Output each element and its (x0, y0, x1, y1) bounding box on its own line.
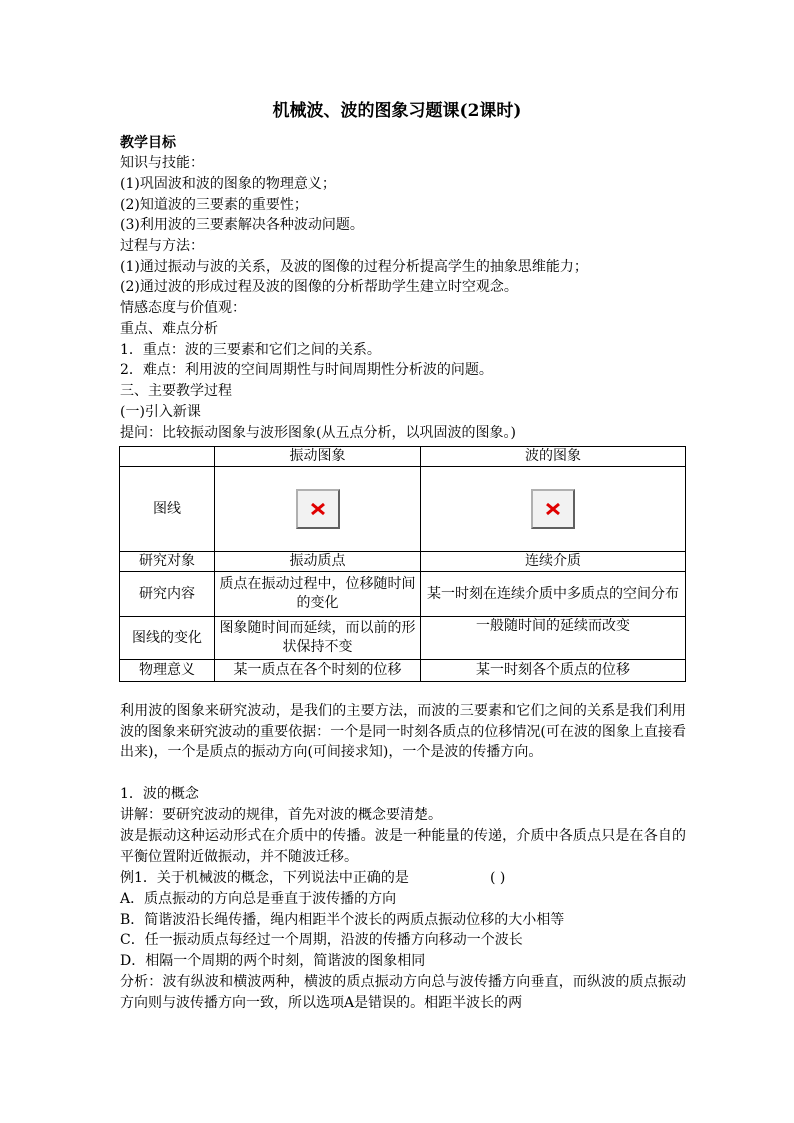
process-item: (1)通过振动与波的关系，及波的图像的过程分析提高学生的抽象思维能力； (120, 259, 588, 275)
option-c: C．任一振动质点每经过一个周期，沿波的传播方向移动一个波长 (120, 932, 523, 948)
table-cell: 某一时刻在连续介质中多质点的空间分布 (421, 572, 686, 617)
table-row (120, 660, 686, 682)
knowledge-heading: 知识与技能： (120, 155, 204, 171)
option-b: B．简谐波沿长绳传播，绳内相距半个波长的两质点振动位移的大小相等 (120, 912, 565, 928)
table-cell: 连续介质 (421, 552, 686, 572)
knowledge-item: (1)巩固波和波的图象的物理意义； (120, 176, 336, 192)
table-cell: 物理意义 (120, 660, 215, 682)
analysis-text: 分析：波有纵波和横波两种，横波的质点振动方向总与波传播方向垂直，而纵波的质点振动方向则与波传播方向一致，所以选项A是错误的。相距半波长的两 (120, 974, 686, 1011)
table-cell: 某一质点在各个时刻的位移 (215, 660, 421, 682)
table-cell (215, 467, 421, 552)
process-main-heading: 三、主要教学过程 (120, 383, 232, 399)
broken-image-icon (296, 489, 340, 529)
example-stem: 例1．关于机械波的概念，下列说法中正确的是 (120, 870, 409, 886)
process-heading: 过程与方法： (120, 238, 204, 254)
keypoint-item: 2．难点：利用波的空间周期性与时间周期性分析波的问题。 (120, 362, 493, 378)
answer-blank: ( ) (490, 870, 506, 886)
knowledge-item: (2)知道波的三要素的重要性； (120, 197, 308, 213)
table-header-cell: 波的图象 (421, 447, 686, 467)
option-d: D．相隔一个周期的两个时刻，简谐波的图象相同 (120, 953, 426, 969)
concept-heading: 1．波的概念 (120, 786, 199, 802)
attitude-heading: 情感态度与价值观： (120, 300, 246, 316)
keypoints-heading: 重点、难点分析 (120, 321, 218, 337)
table-row (120, 572, 686, 617)
keypoint-item: 1．重点：波的三要素和它们之间的关系。 (120, 342, 381, 358)
table-header-cell (120, 447, 215, 467)
explain-text: 讲解：要研究波动的规律，首先对波的概念要清楚。 (120, 807, 442, 823)
table-header-cell: 振动图象 (215, 447, 421, 467)
body-paragraph: 利用波的图象来研究波动，是我们的主要方法，而波的三要素和它们之间的关系是我们利用波的图象来研究波动的重要依据：一个是同一时刻各质点的位移情况(可在波的图象上直接看出来)，一个是质点的振动方向(可间接求知)，一个是波的传播方向。 (120, 703, 686, 760)
table-cell (421, 467, 686, 552)
page-title: 机械波、波的图象习题课(2课时) (272, 101, 522, 121)
table-cell: 研究内容 (120, 572, 215, 617)
table-cell: 某一时刻各个质点的位移 (421, 660, 686, 682)
knowledge-item: (3)利用波的三要素解决各种波动问题。 (120, 217, 364, 233)
process-item: (2)通过波的形成过程及波的图像的分析帮助学生建立时空观念。 (120, 279, 518, 295)
table-cell: 一般随时间的延续而改变 (421, 617, 686, 660)
table-row (120, 552, 686, 572)
question-text: 提问：比较振动图象与波形图象(从五点分析，以巩固波的图象。) (120, 425, 516, 441)
intro-heading: (一)引入新课 (120, 404, 201, 420)
table-header-row (120, 447, 686, 467)
table-row (120, 617, 686, 660)
table-cell: 图象随时间而延续，而以前的形状保持不变 (215, 617, 421, 660)
goals-heading: 教学目标 (120, 135, 176, 151)
broken-image-icon (531, 489, 575, 529)
table-row-graph (120, 467, 686, 552)
table-cell: 研究对象 (120, 552, 215, 572)
table-cell: 图线的变化 (120, 617, 215, 660)
comparison-table (119, 446, 686, 682)
table-cell: 振动质点 (215, 552, 421, 572)
body-paragraph: 波是振动这种运动形式在介质中的传播。波是一种能量的传递，介质中各质点只是在各自的平衡位置附近做振动，并不随波迁移。 (120, 828, 686, 865)
table-cell: 质点在振动过程中，位移随时间的变化 (215, 572, 421, 617)
table-cell: 图线 (120, 467, 215, 552)
option-a: A．质点振动的方向总是垂直于波传播的方向 (120, 891, 397, 907)
